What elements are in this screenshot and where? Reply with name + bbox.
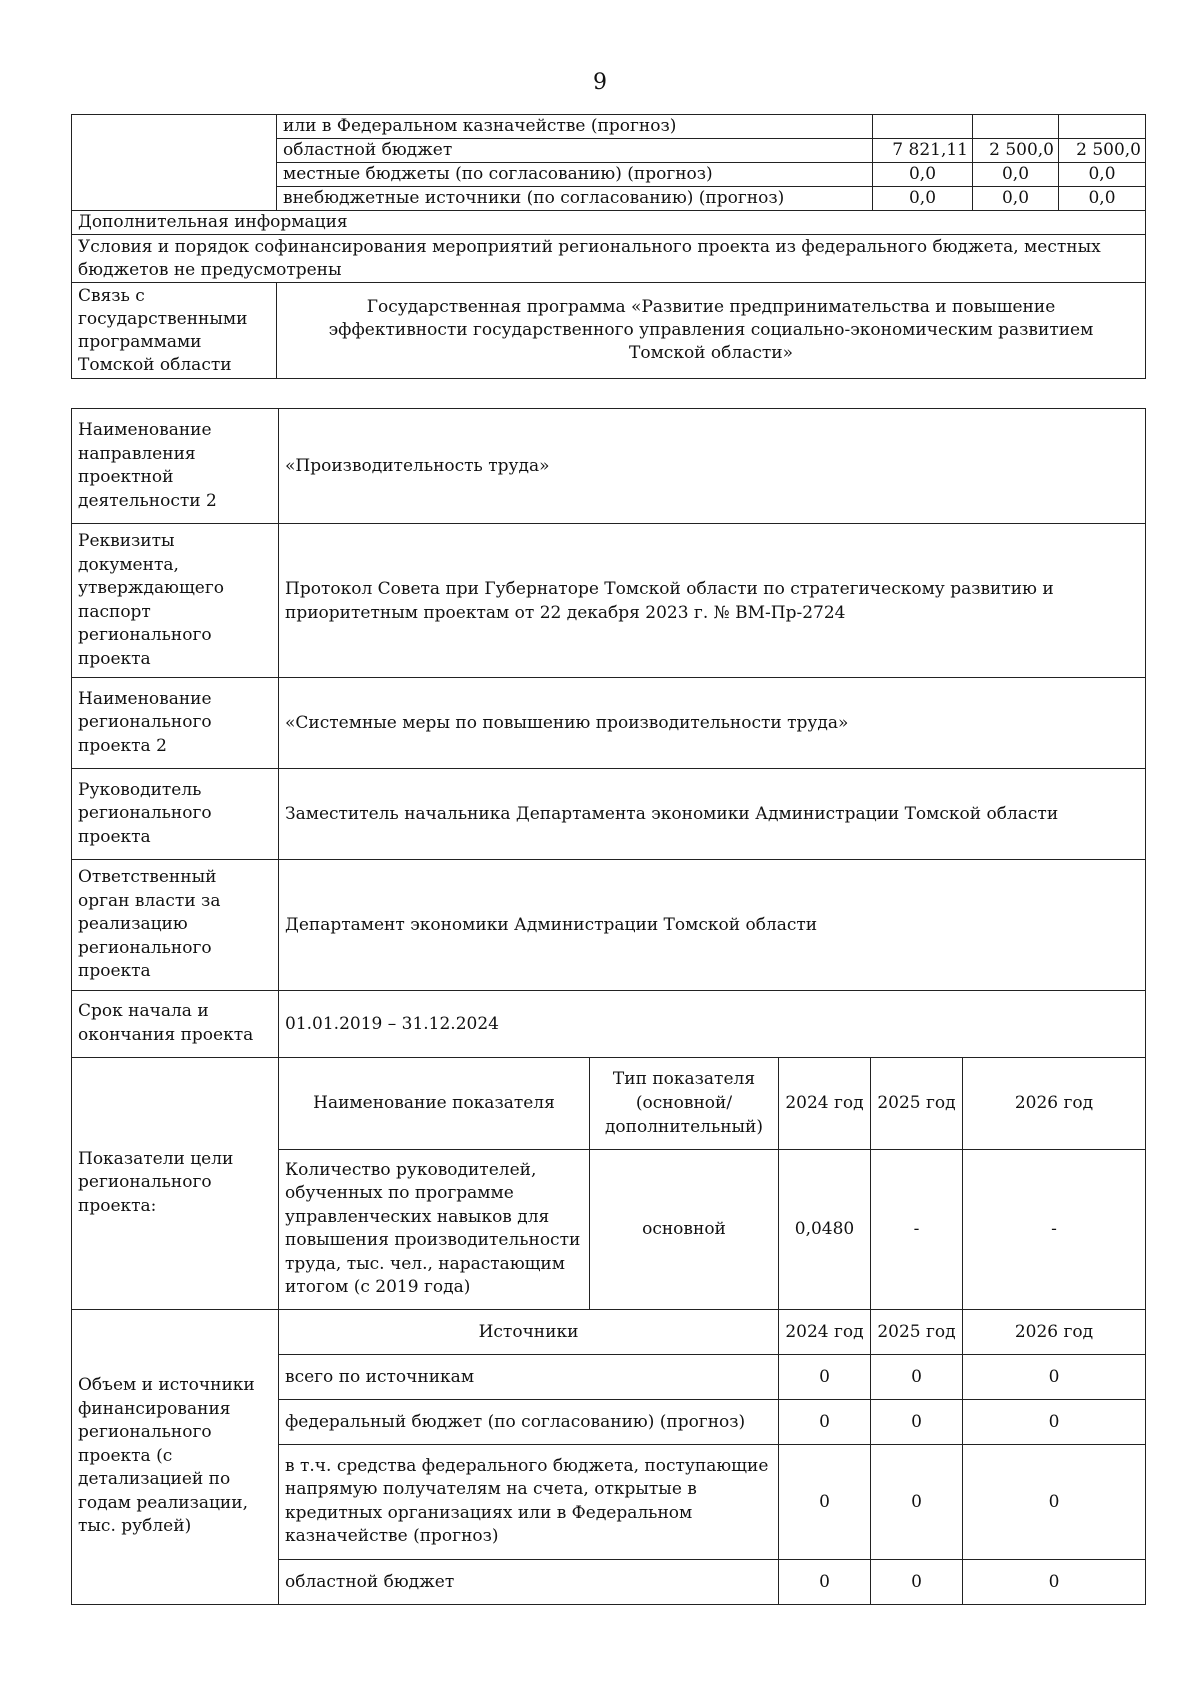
year-2026-header: 2026 год — [963, 1057, 1146, 1149]
value-cell: 0 — [779, 1559, 871, 1604]
project-passport-table — [71, 408, 1146, 1605]
source-name: федеральный бюджет (по согласованию) (прогноз) — [279, 1399, 779, 1444]
value-cell: 0 — [963, 1354, 1146, 1399]
indicator-value-2026: - — [963, 1149, 1146, 1309]
value-cell: 0 — [963, 1559, 1146, 1604]
source-name: всего по источникам — [279, 1354, 779, 1399]
funding-label: Объем и источники финансирования регионального проекта (с детализацией по годам реализации, тыс. рублей) — [72, 1309, 279, 1604]
cofinancing-text: Условия и порядок софинансирования мероприятий регионального проекта из федерального бюджета, местных бюджетов не предусмотрены — [72, 235, 1146, 283]
table-row — [72, 1309, 1146, 1354]
table-row — [72, 769, 1146, 860]
year-2024-header: 2024 год — [779, 1057, 871, 1149]
value-cell: 0 — [779, 1444, 871, 1559]
value-cell: 0,0 — [973, 163, 1059, 187]
source-name: областной бюджет — [279, 1559, 779, 1604]
responsible-body-value: Департамент экономики Администрации Томской области — [279, 860, 1146, 991]
value-cell: 0 — [779, 1354, 871, 1399]
value-cell: 0,0 — [873, 187, 973, 211]
table-row — [72, 283, 1146, 379]
value-cell: 0 — [779, 1399, 871, 1444]
indicator-name: Количество руководителей, обученных по программе управленческих навыков для повышения производительности труда, тыс. чел., нарастающим итогом (с 2019 года) — [279, 1149, 590, 1309]
additional-info-label: Дополнительная информация — [72, 211, 1146, 235]
indicator-type-header: Тип показателя (основной/ дополнительный) — [590, 1057, 779, 1149]
value-cell: 0,0 — [1059, 163, 1146, 187]
table-row — [72, 1057, 1146, 1149]
table-row — [72, 990, 1146, 1057]
document-label: Реквизиты документа, утверждающего паспорт регионального проекта — [72, 524, 279, 678]
table-row — [72, 860, 1146, 991]
value-cell: 0,0 — [873, 163, 973, 187]
indicator-name-header: Наименование показателя — [279, 1057, 590, 1149]
year-2025-header: 2025 год — [871, 1057, 963, 1149]
term-value: 01.01.2019 – 31.12.2024 — [279, 990, 1146, 1057]
funding-continuation-table — [71, 114, 1146, 379]
table-row — [72, 678, 1146, 769]
value-cell: 2 500,0 — [1059, 139, 1146, 163]
value-cell: 0 — [871, 1354, 963, 1399]
value-cell: 0 — [871, 1559, 963, 1604]
value-cell: 0 — [871, 1444, 963, 1559]
value-cell: 0,0 — [973, 187, 1059, 211]
programs-label: Связь с государственными программами Томской области — [72, 283, 277, 379]
table-row — [72, 235, 1146, 283]
value-cell — [973, 115, 1059, 139]
table-row — [72, 524, 1146, 678]
table-row — [72, 409, 1146, 524]
empty-cell — [72, 115, 277, 211]
year-2026-header: 2026 год — [963, 1309, 1146, 1354]
page-number: 9 — [593, 70, 607, 95]
value-cell: 0 — [963, 1399, 1146, 1444]
direction-value: «Производительность труда» — [279, 409, 1146, 524]
source-label: местные бюджеты (по согласованию) (прогноз) — [277, 163, 873, 187]
responsible-body-label: Ответственный орган власти за реализацию регионального проекта — [72, 860, 279, 991]
source-label: внебюджетные источники (по согласованию) (прогноз) — [277, 187, 873, 211]
value-cell: 2 500,0 — [973, 139, 1059, 163]
programs-value: Государственная программа «Развитие предпринимательства и повышение эффективности государственного управления социально-экономическим развитием Томской области» — [277, 283, 1146, 379]
project-name-value: «Системные меры по повышению производительности труда» — [279, 678, 1146, 769]
source-label: областной бюджет — [277, 139, 873, 163]
table-row — [72, 211, 1146, 235]
value-cell: 0 — [871, 1399, 963, 1444]
source-name: в т.ч. средства федерального бюджета, поступающие напрямую получателям на счета, открытые в кредитных организациях или в Федеральном казначействе (прогноз) — [279, 1444, 779, 1559]
year-2024-header: 2024 год — [779, 1309, 871, 1354]
head-label: Руководитель регионального проекта — [72, 769, 279, 860]
indicator-type: основной — [590, 1149, 779, 1309]
value-cell — [1059, 115, 1146, 139]
indicators-label: Показатели цели регионального проекта: — [72, 1057, 279, 1309]
value-cell: 0,0 — [1059, 187, 1146, 211]
source-label: или в Федеральном казначействе (прогноз) — [277, 115, 873, 139]
direction-label: Наименование направления проектной деятельности 2 — [72, 409, 279, 524]
year-2025-header: 2025 год — [871, 1309, 963, 1354]
term-label: Срок начала и окончания проекта — [72, 990, 279, 1057]
value-cell: 0 — [963, 1444, 1146, 1559]
indicator-value-2024: 0,0480 — [779, 1149, 871, 1309]
sources-header: Источники — [279, 1309, 779, 1354]
indicator-value-2025: - — [871, 1149, 963, 1309]
table-row — [72, 115, 1146, 139]
value-cell — [873, 115, 973, 139]
project-name-label: Наименование регионального проекта 2 — [72, 678, 279, 769]
value-cell: 7 821,11 — [873, 139, 973, 163]
head-value: Заместитель начальника Департамента экономики Администрации Томской области — [279, 769, 1146, 860]
document-value: Протокол Совета при Губернаторе Томской области по стратегическому развитию и приоритетным проектам от 22 декабря 2023 г. № ВМ-Пр-2724 — [279, 524, 1146, 678]
